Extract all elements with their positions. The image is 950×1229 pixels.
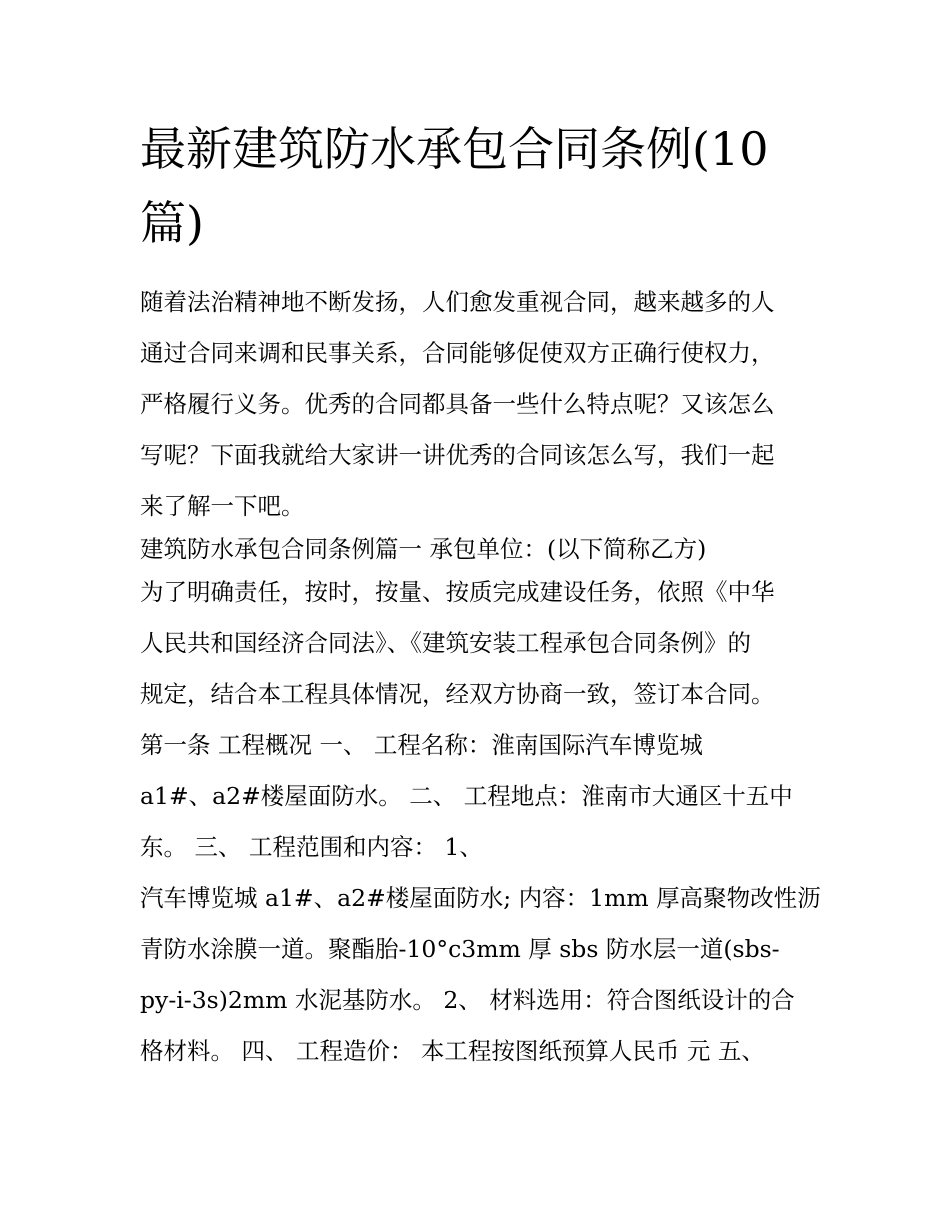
document-title (140, 112, 820, 260)
body-line: 汽车博览城 a1#、a2#楼屋面防水; 内容：1mm 厚高聚物改性沥 (140, 884, 821, 912)
body-line: py-i-3s)2mm 水泥基防水。 2、 材料选用：符合图纸设计的合 (140, 986, 795, 1014)
document-body (140, 277, 820, 1077)
body-line: 严格履行义务。优秀的合同都具备一些什么特点呢？又该怎么 (140, 390, 775, 418)
body-line: a1#、a2#楼屋面防水。 二、 工程地点：淮南市大通区十五中 (140, 782, 793, 810)
section-heading-line: 建筑防水承包合同条例篇一 承包单位：(以下简称乙方) (140, 535, 707, 563)
body-line: 青防水涂膜一道。聚酯胎-10°c3mm 厚 sbs 防水层一道(sbs- (140, 935, 780, 963)
body-line: 写呢？下面我就给大家讲一讲优秀的合同该怎么写，我们一起 (140, 441, 775, 469)
body-line: 规定，结合本工程具体情况，经双方协商一致，签订本合同。 (140, 680, 775, 708)
body-line: 人民共和国经济合同法》、《建筑安装工程承包合同条例》的 (140, 629, 751, 657)
title-line-2: 篇) (140, 196, 204, 250)
title-line-1: 最新建筑防水承包合同条例(10 (140, 122, 769, 176)
body-line: 第一条 工程概况 一、 工程名称：淮南国际汽车博览城 (140, 731, 703, 759)
body-line: 通过合同来调和民事关系，合同能够促使双方正确行使权力， (140, 339, 775, 367)
body-line: 来了解一下吧。 (140, 492, 305, 520)
body-line: 东。 三、 工程范围和内容： 1、 (140, 833, 483, 861)
body-line: 格材料。 四、 工程造价： 本工程按图纸预算人民币 元 五、 (140, 1037, 765, 1065)
body-line: 为了明确责任，按时，按量、按质完成建设任务，依照《中华 (140, 578, 775, 606)
body-line: 随着法治精神地不断发扬，人们愈发重视合同，越来越多的人 (140, 288, 775, 316)
